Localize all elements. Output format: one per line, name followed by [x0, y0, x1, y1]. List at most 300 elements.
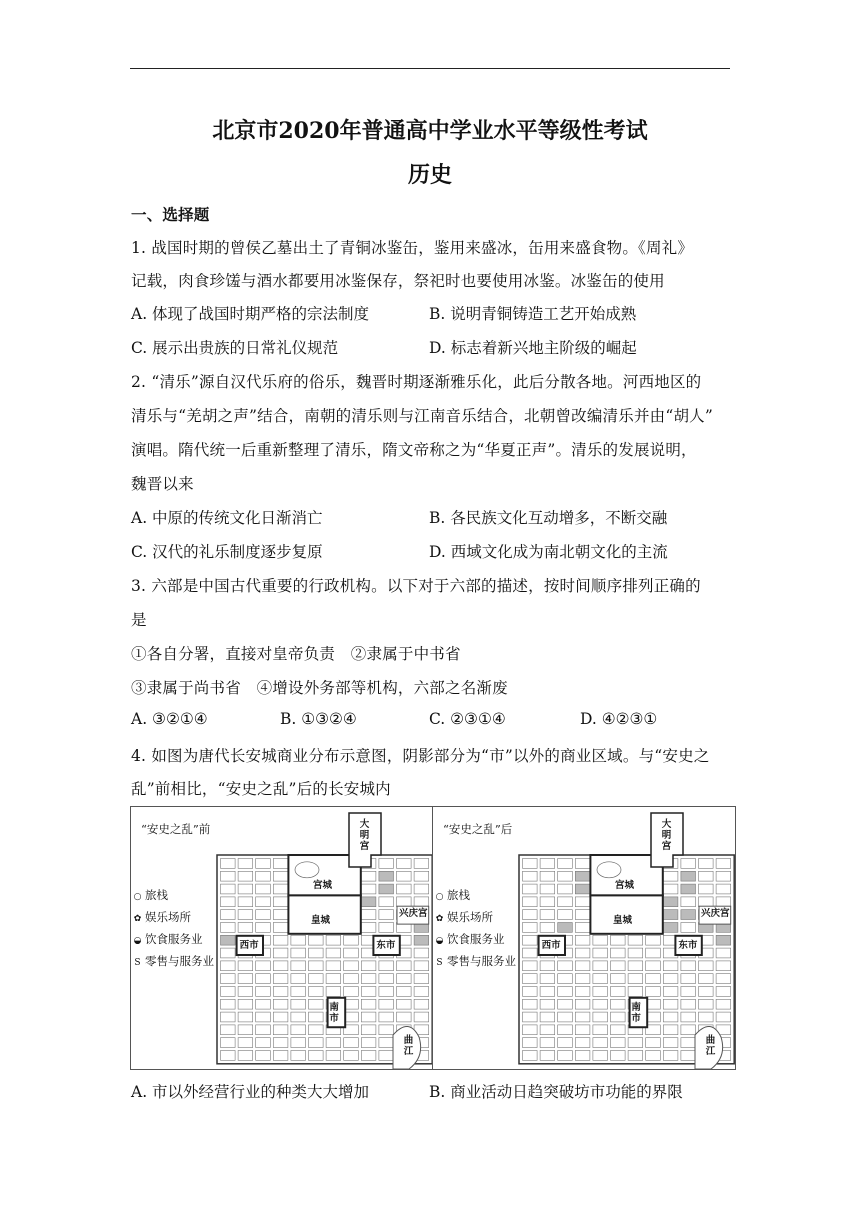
commercial-ward: [221, 935, 236, 945]
ward-block: [256, 859, 271, 869]
ward-block: [575, 859, 590, 869]
ward-block: [379, 910, 394, 920]
ward-block: [611, 948, 626, 958]
ward-block: [379, 987, 394, 997]
ward-block: [273, 1025, 288, 1035]
food-icon: ◒: [435, 936, 444, 946]
ward-block: [256, 910, 271, 920]
ward-block: [716, 897, 731, 907]
ward-block: [575, 987, 590, 997]
ward-block: [699, 999, 714, 1009]
commercial-ward: [663, 923, 678, 933]
ward-block: [326, 1038, 341, 1048]
ward-block: [646, 1051, 661, 1061]
ward-block: [575, 961, 590, 971]
ward-block: [221, 1038, 236, 1048]
ward-block: [379, 1038, 394, 1048]
q3-option-b: B. ①③②④: [280, 710, 357, 728]
ward-block: [414, 974, 429, 984]
ward-block: [523, 897, 538, 907]
ward-block: [611, 961, 626, 971]
ward-block: [256, 961, 271, 971]
ward-block: [361, 1025, 376, 1035]
ward-block: [326, 987, 341, 997]
ward-block: [379, 974, 394, 984]
ward-block: [593, 948, 608, 958]
commercial-ward: [663, 910, 678, 920]
ward-block: [575, 974, 590, 984]
food-icon: ◒: [133, 936, 142, 946]
ward-block: [646, 948, 661, 958]
ward-block: [558, 999, 573, 1009]
ward-block: [361, 871, 376, 881]
ward-block: [575, 948, 590, 958]
ward-block: [291, 961, 306, 971]
ward-block: [523, 1025, 538, 1035]
ward-block: [699, 897, 714, 907]
changan-map-before: [130, 806, 434, 1070]
ward-block: [379, 923, 394, 933]
ward-block: [326, 961, 341, 971]
ward-block: [593, 1038, 608, 1048]
legend-label: 娱乐场所: [447, 910, 493, 924]
ward-block: [523, 1051, 538, 1061]
q3-stem-line: 3. 六部是中国古代重要的行政机构。以下对于六部的描述，按时间顺序排列正确的: [131, 577, 701, 595]
map-caption: “安史之乱”前: [141, 822, 211, 836]
ward-block: [575, 999, 590, 1009]
ward-block: [663, 961, 678, 971]
entertainment-icon: ✿: [435, 914, 444, 924]
ward-block: [681, 974, 696, 984]
ward-block: [397, 999, 412, 1009]
ward-block: [379, 961, 394, 971]
ward-block: [256, 897, 271, 907]
qujiang-label: 曲江: [705, 1035, 716, 1057]
exam-subject: 历史: [407, 162, 452, 188]
ward-block: [716, 948, 731, 958]
ward-block: [221, 974, 236, 984]
ward-block: [379, 999, 394, 1009]
q2-option-d: D. 西域文化成为南北朝文化的主流: [429, 543, 668, 561]
ward-block: [221, 987, 236, 997]
ward-block: [611, 999, 626, 1009]
ward-block: [238, 859, 253, 869]
ward-block: [238, 910, 253, 920]
ward-block: [361, 1012, 376, 1022]
section-heading: 一、选择题: [131, 205, 210, 224]
commercial-ward: [379, 884, 394, 894]
palace-city-label: 宫城: [313, 880, 333, 892]
ward-block: [523, 935, 538, 945]
ward-block: [593, 987, 608, 997]
ward-block: [361, 884, 376, 894]
ward-block: [309, 1025, 324, 1035]
imperial-city-label: 皇城: [613, 914, 633, 926]
ward-block: [309, 974, 324, 984]
legend-item: [133, 931, 203, 947]
palace-pond: [597, 862, 621, 878]
ward-block: [681, 923, 696, 933]
ward-block: [414, 961, 429, 971]
ward-block: [256, 1012, 271, 1022]
ward-block: [256, 1025, 271, 1035]
ward-block: [344, 961, 359, 971]
ward-block: [558, 859, 573, 869]
ward-block: [540, 987, 555, 997]
q1-option-d: D. 标志着新兴地主阶级的崛起: [429, 339, 637, 357]
ward-block: [309, 1012, 324, 1022]
ward-block: [361, 923, 376, 933]
ward-block: [221, 897, 236, 907]
ward-block: [344, 974, 359, 984]
q3-stem-line: 是: [131, 611, 147, 629]
ward-block: [273, 999, 288, 1009]
ward-block: [414, 897, 429, 907]
ward-block: [344, 948, 359, 958]
ward-block: [681, 1025, 696, 1035]
ward-block: [344, 1038, 359, 1048]
ward-block: [540, 859, 555, 869]
ward-block: [256, 1038, 271, 1048]
ward-block: [540, 897, 555, 907]
ward-block: [523, 884, 538, 894]
ward-block: [523, 1012, 538, 1022]
ward-block: [238, 1012, 253, 1022]
q3-statement-line: ①各自分署，直接对皇帝负责 ②隶属于中书省: [131, 645, 461, 663]
ward-block: [628, 987, 643, 997]
ward-block: [397, 871, 412, 881]
ward-block: [309, 987, 324, 997]
q1-option-c: C. 展示出贵族的日常礼仪规范: [131, 339, 339, 357]
q4-option-a: A. 市以外经营行业的种类大大增加: [131, 1083, 370, 1101]
ward-block: [558, 974, 573, 984]
ward-block: [575, 935, 590, 945]
ward-block: [221, 1025, 236, 1035]
q1-option-b: B. 说明青铜铸造工艺开始成熟: [429, 305, 637, 323]
ward-block: [593, 1025, 608, 1035]
legend-label: 旅栈: [145, 888, 168, 902]
ward-block: [611, 1012, 626, 1022]
ward-block: [273, 987, 288, 997]
commercial-ward: [558, 923, 573, 933]
commercial-ward: [681, 871, 696, 881]
ward-block: [291, 1012, 306, 1022]
ward-block: [291, 948, 306, 958]
commercial-ward: [361, 897, 376, 907]
legend-item: [435, 909, 493, 925]
ward-block: [238, 897, 253, 907]
ward-block: [699, 961, 714, 971]
ward-block: [540, 910, 555, 920]
ward-block: [523, 923, 538, 933]
q1-stem-line: 记载，肉食珍馐与酒水都要用冰鉴保存，祭祀时也要使用冰鉴。冰鉴缶的使用: [131, 272, 665, 290]
ward-block: [238, 987, 253, 997]
ward-block: [523, 961, 538, 971]
east-market-label: 东市: [678, 939, 698, 951]
ward-block: [593, 974, 608, 984]
ward-block: [558, 1051, 573, 1061]
ward-block: [309, 961, 324, 971]
palace-pond: [295, 862, 319, 878]
ward-block: [663, 871, 678, 881]
ward-block: [256, 884, 271, 894]
header-rule: [130, 68, 730, 69]
ward-block: [273, 948, 288, 958]
ward-block: [326, 974, 341, 984]
ward-block: [326, 935, 341, 945]
retail-icon: S: [134, 958, 141, 968]
ward-block: [291, 1025, 306, 1035]
ward-block: [344, 935, 359, 945]
ward-block: [575, 910, 590, 920]
q2-option-a: A. 中原的传统文化日渐消亡: [131, 509, 323, 527]
ward-block: [663, 1012, 678, 1022]
ward-block: [611, 974, 626, 984]
ward-block: [699, 859, 714, 869]
ward-block: [699, 871, 714, 881]
ward-block: [558, 884, 573, 894]
ward-block: [540, 974, 555, 984]
ward-block: [523, 859, 538, 869]
ward-block: [273, 923, 288, 933]
ward-block: [663, 884, 678, 894]
ward-block: [646, 974, 661, 984]
ward-block: [221, 1051, 236, 1061]
ward-block: [575, 1038, 590, 1048]
ward-block: [558, 897, 573, 907]
ward-block: [681, 859, 696, 869]
ward-block: [699, 884, 714, 894]
q1-option-a: A. 体现了战国时期严格的宗法制度: [131, 305, 370, 323]
legend-item: [133, 887, 168, 903]
ward-block: [663, 1025, 678, 1035]
ward-block: [716, 974, 731, 984]
east-market-label: 东市: [376, 939, 396, 951]
ward-block: [628, 1038, 643, 1048]
q2-option-b: B. 各民族文化互动增多，不断交融: [429, 509, 668, 527]
legend-label: 零售与服务业: [447, 954, 516, 968]
ward-block: [611, 987, 626, 997]
ward-block: [291, 935, 306, 945]
ward-block: [523, 948, 538, 958]
ward-block: [628, 1051, 643, 1061]
ward-block: [575, 923, 590, 933]
ward-block: [628, 935, 643, 945]
ward-block: [379, 1012, 394, 1022]
ward-block: [523, 910, 538, 920]
inn-icon: ○: [435, 892, 444, 902]
ward-block: [593, 1012, 608, 1022]
ward-block: [361, 910, 376, 920]
ward-block: [699, 1012, 714, 1022]
ward-block: [663, 974, 678, 984]
ward-block: [716, 871, 731, 881]
legend-item: [435, 953, 516, 969]
ward-block: [593, 1051, 608, 1061]
ward-block: [414, 948, 429, 958]
ward-block: [646, 961, 661, 971]
ward-block: [716, 987, 731, 997]
q1-stem-line: 1. 战国时期的曾侯乙墓出土了青铜冰鉴缶，鉴用来盛冰，缶用来盛食物。《周礼》: [131, 239, 694, 257]
ward-block: [628, 974, 643, 984]
ward-block: [628, 948, 643, 958]
ward-block: [291, 974, 306, 984]
ward-block: [523, 999, 538, 1009]
ward-block: [221, 999, 236, 1009]
ward-block: [344, 1051, 359, 1061]
south-market-label: 南市: [631, 1001, 641, 1024]
ward-block: [273, 935, 288, 945]
ward-block: [575, 897, 590, 907]
commercial-ward: [681, 884, 696, 894]
ward-block: [291, 1051, 306, 1061]
ward-block: [273, 897, 288, 907]
ward-block: [593, 999, 608, 1009]
retail-icon: S: [436, 958, 443, 968]
ward-block: [681, 999, 696, 1009]
daming-palace-label: 大明宫: [661, 819, 672, 852]
ward-block: [221, 884, 236, 894]
ward-block: [361, 1051, 376, 1061]
ward-block: [414, 1012, 429, 1022]
ward-block: [558, 1025, 573, 1035]
south-market-label: 南市: [329, 1001, 339, 1024]
ward-block: [221, 859, 236, 869]
ward-block: [414, 859, 429, 869]
ward-block: [663, 1038, 678, 1048]
ward-block: [540, 1051, 555, 1061]
ward-block: [379, 897, 394, 907]
ward-block: [611, 1025, 626, 1035]
ward-block: [611, 1051, 626, 1061]
ward-block: [716, 884, 731, 894]
legend-label: 饮食服务业: [447, 932, 505, 946]
ward-block: [681, 1051, 696, 1061]
q2-option-c: C. 汉代的礼乐制度逐步复原: [131, 543, 323, 561]
ward-block: [238, 974, 253, 984]
q2-stem-line: 2. “清乐”源自汉代乐府的俗乐，魏晋时期逐渐雅乐化，此后分散各地。河西地区的: [131, 373, 702, 391]
ward-block: [716, 859, 731, 869]
ward-block: [558, 1012, 573, 1022]
commercial-ward: [716, 935, 731, 945]
ward-block: [273, 1038, 288, 1048]
ward-block: [238, 1051, 253, 1061]
ward-block: [238, 884, 253, 894]
ward-block: [646, 935, 661, 945]
ward-block: [646, 1038, 661, 1048]
commercial-ward: [681, 910, 696, 920]
ward-block: [681, 961, 696, 971]
ward-block: [221, 923, 236, 933]
ward-block: [414, 884, 429, 894]
q3-statement-line: ③隶属于尚书省 ④增设外务部等机构，六部之名渐废: [131, 679, 508, 697]
ward-block: [397, 961, 412, 971]
ward-block: [414, 987, 429, 997]
ward-block: [256, 1051, 271, 1061]
ward-block: [221, 1012, 236, 1022]
q4-stem-line: 4. 如图为唐代长安城商业分布示意图，阴影部分为“市”以外的商业区域。与“安史之: [131, 747, 710, 765]
q3-option-d: D. ④②③①: [580, 710, 658, 728]
ward-block: [273, 961, 288, 971]
ward-block: [593, 961, 608, 971]
ward-block: [558, 961, 573, 971]
ward-block: [540, 1038, 555, 1048]
ward-block: [291, 987, 306, 997]
ward-block: [681, 987, 696, 997]
xingqing-palace-label: 兴庆宫: [399, 908, 428, 920]
commercial-ward: [414, 935, 429, 945]
ward-block: [540, 1025, 555, 1035]
commercial-ward: [575, 884, 590, 894]
ward-block: [256, 974, 271, 984]
q4-option-b: B. 商业活动日趋突破坊市功能的界限: [429, 1083, 683, 1101]
ward-block: [379, 1051, 394, 1061]
ward-block: [628, 961, 643, 971]
ward-block: [397, 974, 412, 984]
ward-block: [646, 987, 661, 997]
ward-block: [361, 999, 376, 1009]
ward-block: [291, 1038, 306, 1048]
legend-label: 旅栈: [447, 888, 470, 902]
west-market-label: 西市: [541, 939, 561, 951]
ward-block: [397, 884, 412, 894]
ward-block: [309, 1051, 324, 1061]
ward-block: [273, 871, 288, 881]
ward-block: [273, 974, 288, 984]
ward-block: [361, 961, 376, 971]
ward-block: [716, 961, 731, 971]
ward-block: [273, 1051, 288, 1061]
ward-block: [681, 1038, 696, 1048]
ward-block: [540, 871, 555, 881]
ward-block: [540, 1012, 555, 1022]
ward-block: [273, 1012, 288, 1022]
legend-label: 零售与服务业: [145, 954, 214, 968]
ward-block: [593, 935, 608, 945]
ward-block: [523, 987, 538, 997]
ward-block: [221, 948, 236, 958]
west-market-label: 西市: [239, 939, 259, 951]
ward-block: [575, 1051, 590, 1061]
ward-block: [540, 961, 555, 971]
ward-block: [663, 999, 678, 1009]
ward-block: [397, 1012, 412, 1022]
legend-item: [133, 909, 191, 925]
map-caption: “安史之乱”后: [443, 822, 513, 836]
palace-city-label: 宫城: [615, 880, 635, 892]
ward-block: [221, 910, 236, 920]
q4-stem-line: 乱”前相比，“安史之乱”后的长安城内: [131, 780, 391, 798]
legend-label: 饮食服务业: [145, 932, 203, 946]
ward-block: [558, 987, 573, 997]
ward-block: [273, 859, 288, 869]
ward-block: [361, 987, 376, 997]
ward-block: [523, 1038, 538, 1048]
qujiang-label: 曲江: [403, 1035, 414, 1057]
q2-stem-line: 演唱。隋代统一后重新整理了清乐，隋文帝称之为“华夏正声”。清乐的发展说明，: [131, 441, 697, 459]
ward-block: [326, 1051, 341, 1061]
ward-block: [540, 923, 555, 933]
ward-block: [256, 999, 271, 1009]
ward-block: [681, 897, 696, 907]
ward-block: [221, 871, 236, 881]
ward-block: [523, 974, 538, 984]
ward-block: [611, 1038, 626, 1048]
ward-block: [414, 871, 429, 881]
commercial-ward: [663, 897, 678, 907]
ward-block: [256, 987, 271, 997]
ward-block: [238, 961, 253, 971]
